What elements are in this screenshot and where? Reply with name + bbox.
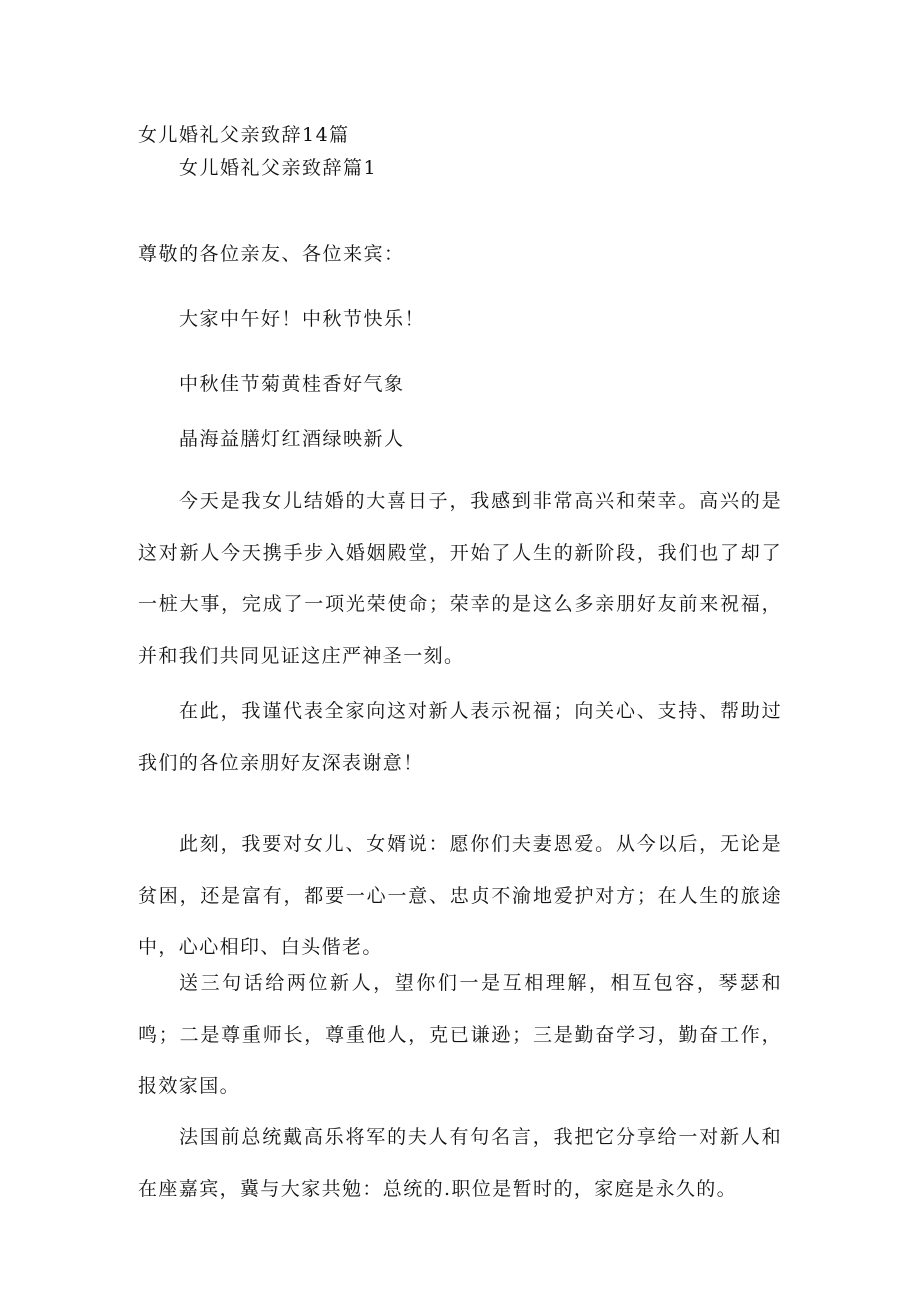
document-title: 女儿婚礼父亲致辞14篇 bbox=[138, 124, 350, 146]
salutation: 尊敬的各位亲友、各位来宾： bbox=[138, 243, 405, 265]
paragraph-2: 在此，我谨代表全家向这对新人表示祝福；向关心、支持、帮助过我们的各位亲朋好友深表谢意！ bbox=[138, 700, 782, 774]
paragraph-4: 送三句话给两位新人，望你们一是互相理解，相互包容，琴瑟和鸣；二是尊重师长，尊重他人，克已谦逊；三是勤奋学习，勤奋工作，报效家国。 bbox=[138, 972, 782, 1097]
paragraph-5: 法国前总统戴高乐将军的夫人有句名言，我把它分享给一对新人和在座嘉宾，冀与大家共勉：总统的.职位是暂时的，家庭是永久的。 bbox=[138, 1126, 782, 1200]
couplet-line-1: 中秋佳节菊黄桂香好气象 bbox=[179, 373, 405, 395]
paragraph-3: 此刻，我要对女儿、女婿说：愿你们夫妻恩爱。从今以后，无论是贫困，还是富有，都要一心一意、忠贞不渝地爱护对方；在人生的旅途中，心心相印、白头偕老。 bbox=[138, 833, 782, 958]
section-heading: 女儿婚礼父亲致辞篇1 bbox=[179, 157, 378, 179]
couplet-line-2: 晶海益膳灯红酒绿映新人 bbox=[179, 428, 405, 450]
greeting: 大家中午好！中秋节快乐！ bbox=[179, 308, 426, 330]
paragraph-1: 今天是我女儿结婚的大喜日子，我感到非常高兴和荣幸。高兴的是这对新人今天携手步入婚姻殿堂，开始了人生的新阶段，我们也了却了一桩大事，完成了一项光荣使命；荣幸的是这么多亲朋好友前来祝福，并和我们共同见证这庄严神圣一刻。 bbox=[138, 490, 782, 667]
